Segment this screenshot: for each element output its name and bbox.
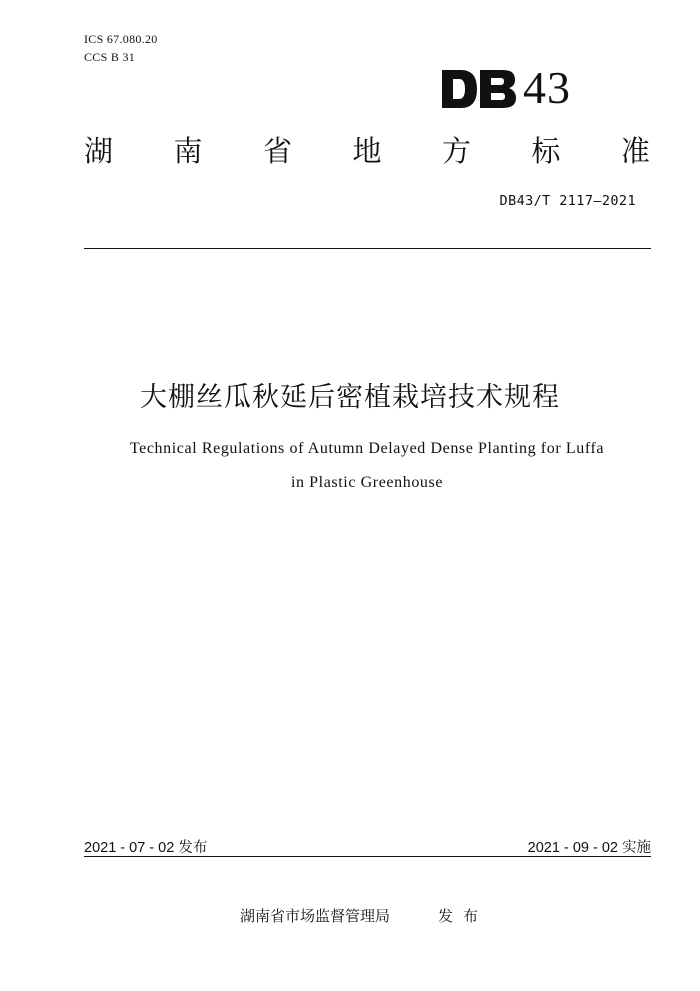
standard-type-char: 南 <box>173 134 203 168</box>
ccs-code: CCS B 31 <box>84 50 136 64</box>
top-divider <box>84 248 651 249</box>
standard-type-char: 地 <box>352 134 382 168</box>
publisher-name: 湖南省市场监督管理局 <box>240 907 391 925</box>
ics-code: ICS 67.080.20 <box>84 32 158 46</box>
standard-code: DB43/T 2117—2021 <box>499 193 636 209</box>
standard-type-heading <box>84 134 650 168</box>
title-chinese: 大棚丝瓜秋延后密植栽培技术规程 <box>140 382 560 413</box>
issue-date: 2021 - 07 - 02 发布 <box>84 840 208 856</box>
standard-type-char: 标 <box>531 134 561 168</box>
implementation-date: 2021 - 09 - 02 实施 <box>527 840 651 856</box>
standard-type-char: 准 <box>620 134 650 168</box>
standard-type-char: 省 <box>262 134 292 168</box>
title-english-line2: in Plastic Greenhouse <box>290 474 444 491</box>
standard-type-char: 方 <box>441 134 471 168</box>
publish-label: 发布 <box>438 907 489 925</box>
db-number: 43 <box>523 62 571 113</box>
standard-type-char: 湖 <box>84 134 114 168</box>
bottom-divider <box>84 856 651 857</box>
db-standard-mark <box>441 62 571 113</box>
db-logo <box>441 68 517 110</box>
title-english-line1: Technical Regulations of Autumn Delayed Dense Planting for Luffa <box>129 440 605 457</box>
